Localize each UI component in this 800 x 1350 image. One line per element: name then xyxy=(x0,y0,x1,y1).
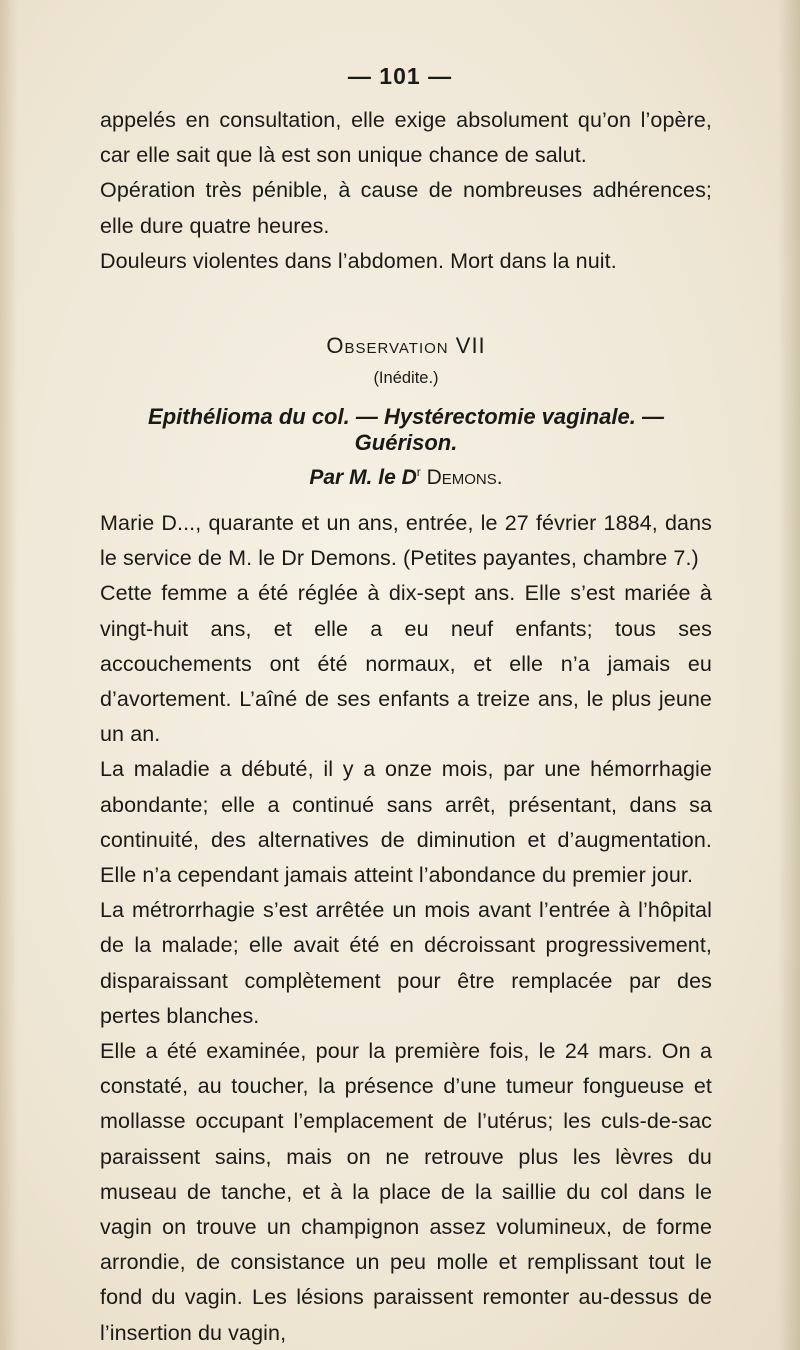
body-paragraph-1: Marie D..., quarante et un ans, entrée, le 27 février 1884, dans le service de M. le Dr Demons. (Petites payantes, chambre 7.) xyxy=(100,511,712,571)
body-paragraph-4: La métrorrhagie s’est arrêtée un mois avant l’entrée à l’hôpital de la malade; elle avait été en décroissant progressivement, disparaissant complètement pour être remplacée par des pertes blanches. xyxy=(100,898,712,1028)
spacer xyxy=(100,456,712,465)
observation-heading-word: Observation xyxy=(326,333,449,359)
spacer xyxy=(100,279,712,333)
body-paragraph-3: La maladie a débuté, il y a onze mois, par une hémorrhagie abondante; elle a continué sans arrêt, présentant, dans sa continuité, des alternatives de diminution et d’augmentation. Elle n’a cependant jamais atteint l’abondance du premier jour. xyxy=(100,757,712,888)
page-content xyxy=(100,103,712,1350)
observation-heading xyxy=(100,333,712,359)
page-number: — 101 — xyxy=(347,63,453,89)
spacer xyxy=(100,359,712,369)
body-paragraph-5: Elle a été examinée, pour la première fois, le 24 mars. On a constaté, au toucher, la présence d’une tumeur fongueuse et mollasse occupant l’emplacement de l’utérus; les culs-de-sac paraissent sains, mais on ne retrouve plus les lèvres du museau de tanche, et à la place de la saillie du col dans le vagin on trouve un champignon assez volumineux, de forme arrondie, de consistance un peu molle et remplissant tout le fond du vagin. Les lésions paraissent remonter au-dessus de l’insertion du vagin, xyxy=(100,1039,712,1345)
author-name: Demons. xyxy=(426,466,503,490)
author-prefix: Par M. le D xyxy=(309,466,417,490)
author-sup: r xyxy=(416,465,421,480)
spacer xyxy=(100,490,712,506)
observation-title: Epithélioma du col. — Hystérectomie vaginale. — Guérison. xyxy=(148,404,664,456)
intro-paragraph-1: appelés en consultation, elle exige absolument qu’on l’opère, car elle sait que là est son unique chance de salut. xyxy=(100,108,712,168)
intro-paragraph-3: Douleurs violentes dans l’abdomen. Mort dans la nuit. xyxy=(100,248,617,273)
body-paragraph-2: Cette femme a été réglée à dix-sept ans. Elle s’est mariée à vingt-huit ans, et elle a eu neuf enfants; tous ses accouchements ont été normaux, et elle n’a jamais eu d’avortement. L’aîné de ses enfants a treize ans, le plus jeune un an. xyxy=(100,581,712,747)
observation-author xyxy=(100,465,712,490)
observation-note: (Inédite.) xyxy=(373,369,439,388)
intro-paragraph-2: Opération très pénible, à cause de nombreuses adhérences; elle dure quatre heures. xyxy=(100,178,712,238)
spacer xyxy=(100,388,712,404)
observation-heading-number: VII xyxy=(455,333,486,359)
